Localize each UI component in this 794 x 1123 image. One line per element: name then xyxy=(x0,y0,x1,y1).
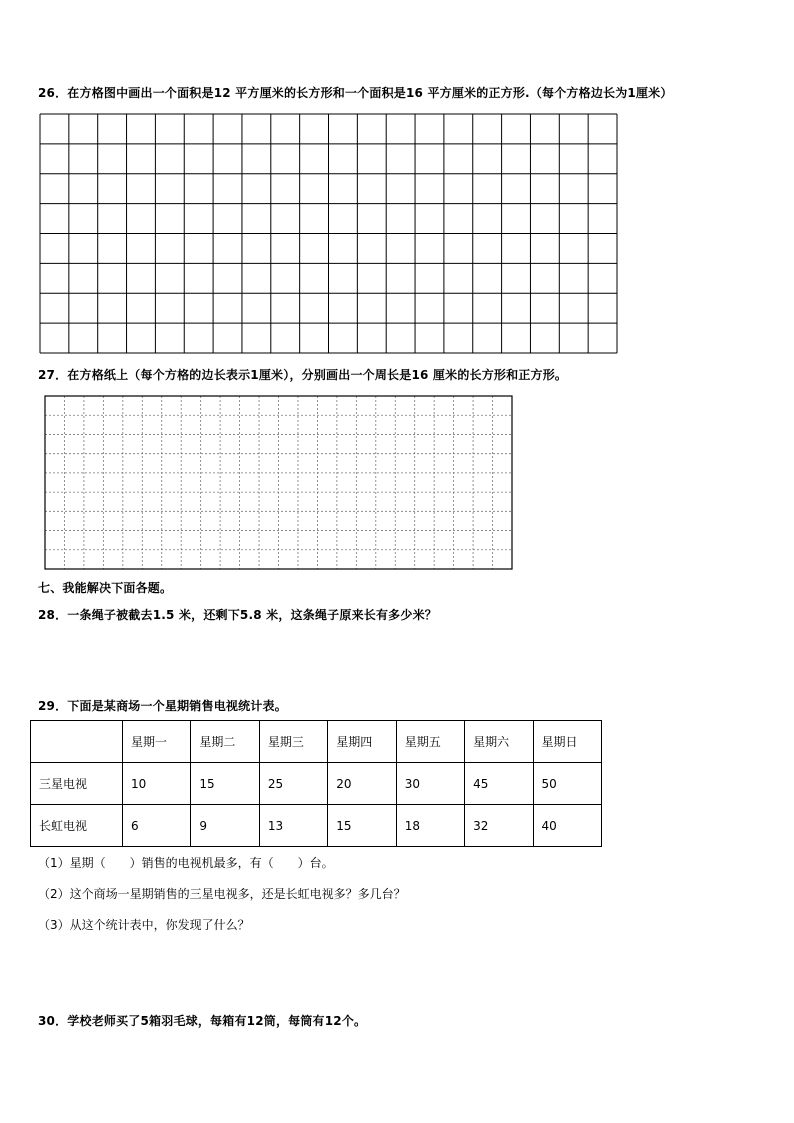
table-cell: 50 xyxy=(533,763,601,805)
header-friday: 星期五 xyxy=(396,721,464,763)
table-cell: 40 xyxy=(533,805,601,847)
table-cell: 30 xyxy=(396,763,464,805)
table-cell: 45 xyxy=(465,763,533,805)
question-28-text: 28．一条绳子被截去1.5 米，还剩下5.8 米，这条绳子原来长有多少米？ xyxy=(38,608,437,622)
table-cell: 15 xyxy=(328,805,396,847)
question-29-text: 29．下面是某商场一个星期销售电视统计表。 xyxy=(38,699,287,713)
table-cell: 9 xyxy=(191,805,259,847)
table-cell: 20 xyxy=(328,763,396,805)
question-29-sub-1: （1）星期（ ）销售的电视机最多，有（ ）台。 xyxy=(38,856,334,870)
table-cell: 32 xyxy=(465,805,533,847)
tv-sales-table xyxy=(30,720,602,847)
question-27-text: 27．在方格纸上（每个方格的边长表示1厘米），分别画出一个周长是16 厘米的长方形和正方形。 xyxy=(38,368,568,382)
table-header-row xyxy=(31,721,602,763)
table-cell: 18 xyxy=(396,805,464,847)
section-7-heading: 七、我能解决下面各题。 xyxy=(38,581,173,595)
header-monday: 星期一 xyxy=(123,721,191,763)
table-row xyxy=(31,763,602,805)
row-label-changhong: 长虹电视 xyxy=(31,805,123,847)
table-cell: 25 xyxy=(259,763,327,805)
question-29-sub-2: （2）这个商场一星期销售的三星电视多，还是长虹电视多？多几台？ xyxy=(38,887,406,901)
header-tuesday: 星期二 xyxy=(191,721,259,763)
dotted-grid-27[interactable] xyxy=(44,395,514,571)
header-saturday: 星期六 xyxy=(465,721,533,763)
header-thursday: 星期四 xyxy=(328,721,396,763)
question-26-text: 26．在方格图中画出一个面积是12 平方厘米的长方形和一个面积是16 平方厘米的正方形.（每个方格边长为1厘米） xyxy=(38,86,673,100)
table-cell: 15 xyxy=(191,763,259,805)
table-corner-cell xyxy=(31,721,123,763)
header-wednesday: 星期三 xyxy=(259,721,327,763)
table-cell: 6 xyxy=(123,805,191,847)
header-sunday: 星期日 xyxy=(533,721,601,763)
question-30-text: 30．学校老师买了5箱羽毛球，每箱有12筒，每筒有12个。 xyxy=(38,1014,367,1028)
question-29-sub-3: （3）从这个统计表中，你发现了什么？ xyxy=(38,918,250,932)
table-cell: 13 xyxy=(259,805,327,847)
table-row xyxy=(31,805,602,847)
table-cell: 10 xyxy=(123,763,191,805)
square-grid-26[interactable] xyxy=(39,113,619,355)
row-label-samsung: 三星电视 xyxy=(31,763,123,805)
